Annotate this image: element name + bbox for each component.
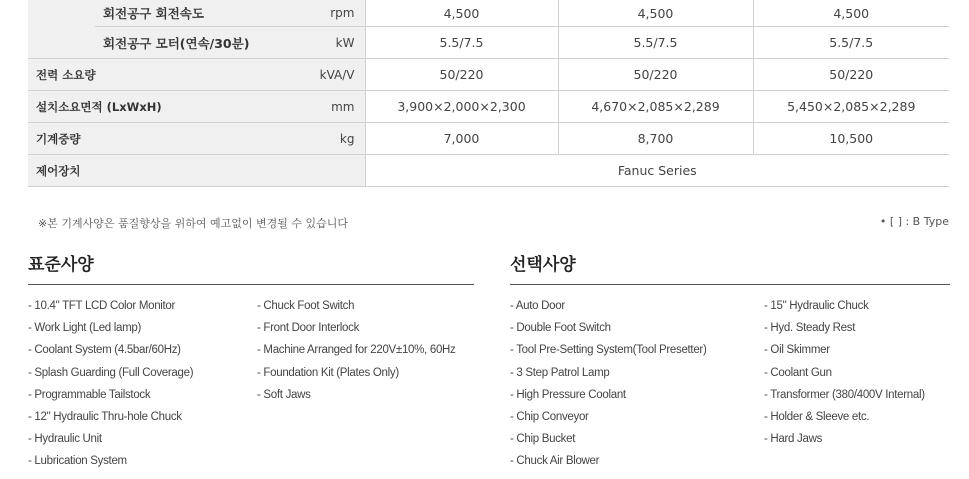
list-item: - Soft Jaws [257, 388, 311, 401]
table-cell: 4,670×2,085×2,289 [558, 91, 753, 123]
table-cell: 7,000 [365, 123, 558, 155]
list-item: - Coolant System (4.5bar/60Hz) [28, 344, 181, 357]
row-label: 설치소요면적 (LxWxH) [28, 91, 270, 123]
table-cell: 5.5/7.5 [753, 27, 949, 59]
list-item: - Oil Skimmer [764, 344, 830, 357]
row-unit: rpm [270, 0, 365, 27]
list-item: - Chip Conveyor [510, 410, 589, 423]
table-row [28, 91, 949, 123]
list-item: - Splash Guarding (Full Coverage) [28, 366, 194, 379]
table-row [28, 155, 949, 187]
section-divider [28, 284, 474, 285]
table-cell: 3,900×2,000×2,300 [365, 91, 558, 123]
list-item: - 12" Hydraulic Thru-hole Chuck [28, 410, 182, 423]
table-cell-merged: Fanuc Series [365, 155, 949, 187]
standard-spec-section [28, 250, 476, 468]
table-cell: 4,500 [753, 0, 949, 27]
table-row [28, 123, 949, 155]
list-item: - Holder & Sleeve etc. [764, 410, 870, 423]
standard-list-col1 [28, 298, 193, 476]
row-label: 전력 소요량 [28, 59, 270, 91]
optional-list-col2 [764, 298, 925, 453]
row-unit: mm [270, 91, 365, 123]
section-title: 표준사양 [28, 255, 94, 275]
list-item: - Double Foot Switch [510, 322, 611, 335]
table-cell: 8,700 [558, 123, 753, 155]
row-unit: kg [270, 123, 365, 155]
table-cell: 4,500 [558, 0, 753, 27]
table-row [28, 27, 949, 59]
list-item: - Hyd. Steady Rest [764, 322, 856, 335]
section-divider [510, 284, 950, 285]
list-item: - Work Light (Led lamp) [28, 322, 142, 335]
table-cell: 5.5/7.5 [558, 27, 753, 59]
row-label: 제어장치 [28, 155, 270, 187]
list-item: - Transformer (380/400V Internal) [764, 388, 925, 401]
list-item: - Programmable Tailstock [28, 388, 151, 401]
list-item: - Chip Bucket [510, 433, 576, 446]
table-cell: 50/220 [558, 59, 753, 91]
table-cell: 5,450×2,085×2,289 [753, 91, 949, 123]
list-item: - Chuck Air Blower [510, 455, 600, 468]
optional-spec-section [510, 250, 950, 468]
standard-list-col2 [257, 298, 456, 409]
list-item: - Front Door Interlock [257, 322, 360, 335]
optional-list-col1 [510, 298, 706, 476]
table-row [28, 0, 949, 27]
list-item: - Lubrication System [28, 455, 127, 468]
section-title: 선택사양 [510, 255, 576, 275]
list-item: - 3 Step Patrol Lamp [510, 366, 610, 379]
list-item: - Coolant Gun [764, 366, 832, 379]
list-item: - Foundation Kit (Plates Only) [257, 366, 399, 379]
table-cell: 4,500 [365, 0, 558, 27]
list-item: - Hard Jaws [764, 433, 823, 446]
row-unit [270, 155, 365, 187]
row-label: 기계중량 [28, 123, 270, 155]
row-unit: kW [270, 27, 365, 59]
list-item: - High Pressure Coolant [510, 388, 626, 401]
table-cell: 50/220 [365, 59, 558, 91]
list-item: - Tool Pre-Setting System(Tool Presetter) [510, 344, 707, 357]
table-cell: 5.5/7.5 [365, 27, 558, 59]
table-cell: 50/220 [753, 59, 949, 91]
list-item: - Auto Door [510, 300, 565, 312]
list-item: - Machine Arranged for 220V±10%, 60Hz [257, 344, 456, 357]
row-label: 회전공구 모터(연속/30분) [95, 27, 270, 59]
list-item: - 15" Hydraulic Chuck [764, 300, 869, 312]
table-cell: 10,500 [753, 123, 949, 155]
row-group-cell [28, 0, 95, 59]
row-unit: kVA/V [270, 59, 365, 91]
list-item: - Hydraulic Unit [28, 433, 102, 446]
spec-note: ※본 기계사양은 품질향상을 위하여 예고없이 변경될 수 있습니다 [38, 217, 348, 230]
table-row [28, 59, 949, 91]
spec-table [28, 0, 949, 187]
type-legend: • [ ] : B Type [879, 215, 949, 228]
list-item: - 10.4" TFT LCD Color Monitor [28, 300, 176, 312]
list-item: - Chuck Foot Switch [257, 300, 355, 312]
row-label: 회전공구 회전속도 [95, 0, 270, 27]
